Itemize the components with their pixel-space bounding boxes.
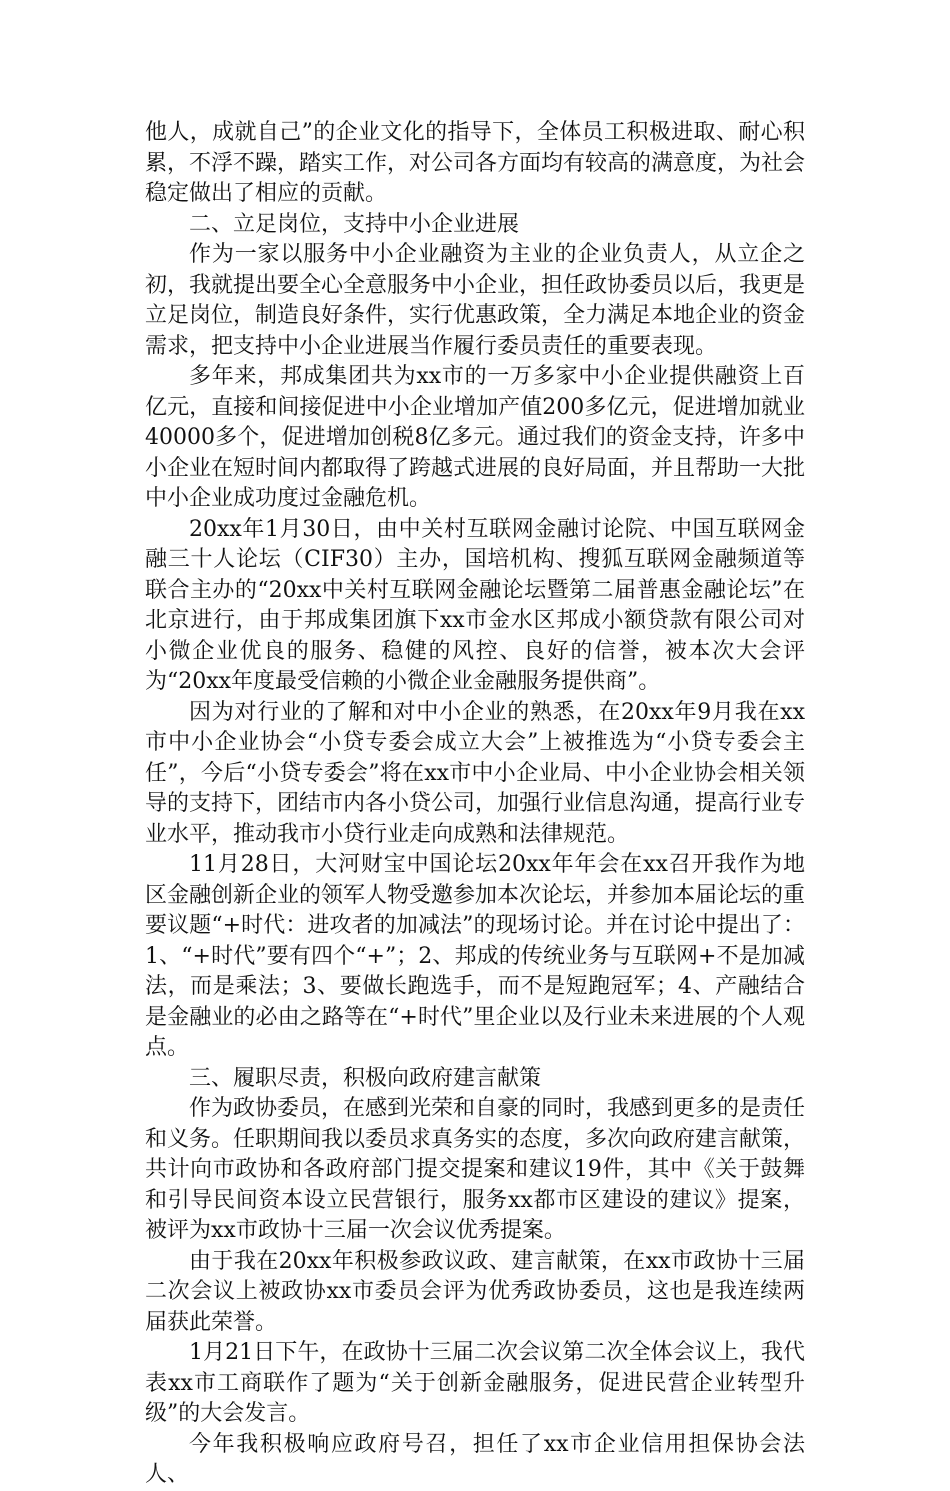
paragraph-continued: 他人，成就自己”的企业文化的指导下，全体员工积极进取、耐心积累，不浮不躁，踏实工作，对公司各方面均有较高的满意度，为社会稳定做出了相应的贡献。 xyxy=(145,120,806,206)
paragraph: 今年我积极响应政府号召，担任了xx市企业信用担保协会法人、 xyxy=(145,1431,805,1487)
paragraph: 20xx年1月30日，由中关村互联网金融讨论院、中国互联网金融三十人论坛（CIF30）主办，国培机构、搜狐互联网金融频道等联合主办的“20xx中关村互联网金融论坛暨第二届普惠金融论坛”在北京进行，由于邦成集团旗下xx市金水区邦成小额贷款有限公司对小微企业优良的服务、稳健的风控、良好的信誉，被本次大会评为“20xx年度最受信赖的小微企业金融服务提供商”。 xyxy=(145,516,805,694)
document-page xyxy=(145,118,805,1491)
paragraph: 11月28日，大河财宝中国论坛20xx年年会在xx召开我作为地区金融创新企业的领军人物受邀参加本次论坛，并参加本届论坛的重要议题“+时代：进攻者的加减法”的现场讨论。并在讨论中提出了：1、“+时代”要有四个“+”；2、邦成的传统业务与互联网+不是加减法，而是乘法；3、要做长跑选手，而不是短跑冠军；4、产融结合是金融业的必由之路等在“+时代”里企业以及行业未来进展的个人观点。 xyxy=(145,852,806,1060)
paragraph: 因为对行业的了解和对中小企业的熟悉，在20xx年9月我在xx市中小企业协会“小贷专委会成立大会”上被推选为“小贷专委会主任”，今后“小贷专委会”将在xx市中小企业局、中小企业协会相关领导的支持下，团结市内各小贷公司，加强行业信息沟通，提高行业专业水平，推动我市小贷行业走向成熟和法律规范。 xyxy=(145,699,806,847)
section-heading-2: 二、立足岗位，支持中小企业进展 xyxy=(189,211,520,237)
paragraph: 作为一家以服务中小企业融资为主业的企业负责人，从立企之初，我就提出要全心全意服务中小企业，担任政协委员以后，我更是立足岗位，制造良好条件，实行优惠政策，全力满足本地企业的资金需求，把支持中小企业进展当作履行委员责任的重要表现。 xyxy=(145,242,806,359)
paragraph: 1月21日下午，在政协十三届二次会议第二次全体会议上，我代表xx市工商联作了题为“关于创新金融服务，促进民营企业转型升级”的大会发言。 xyxy=(145,1340,805,1426)
paragraph: 由于我在20xx年积极参政议政、建言献策，在xx市政协十三届二次会议上被政协xx市委员会评为优秀政协委员，这也是我连续两届获此荣誉。 xyxy=(145,1248,805,1335)
paragraph: 作为政协委员，在感到光荣和自豪的同时，我感到更多的是责任和义务。任职期间我以委员求真务实的态度，多次向政府建言献策，共计向市政协和各政府部门提交提案和建议19件，其中《关于鼓舞和引导民间资本设立民营银行，服务xx都市区建设的建议》提案，被评为xx市政协十三届一次会议优秀提案。 xyxy=(145,1096,806,1243)
section-heading-3: 三、履职尽责，积极向政府建言献策 xyxy=(189,1065,542,1091)
paragraph: 多年来，邦成集团共为xx市的一万多家中小企业提供融资上百亿元，直接和间接促进中小企业增加产值200多亿元，促进增加就业40000多个，促进增加创税8亿多元。通过我们的资金支持，许多中小企业在短时间内都取得了跨越式进展的良好局面，并且帮助一大批中小企业成功度过金融危机。 xyxy=(145,364,806,511)
